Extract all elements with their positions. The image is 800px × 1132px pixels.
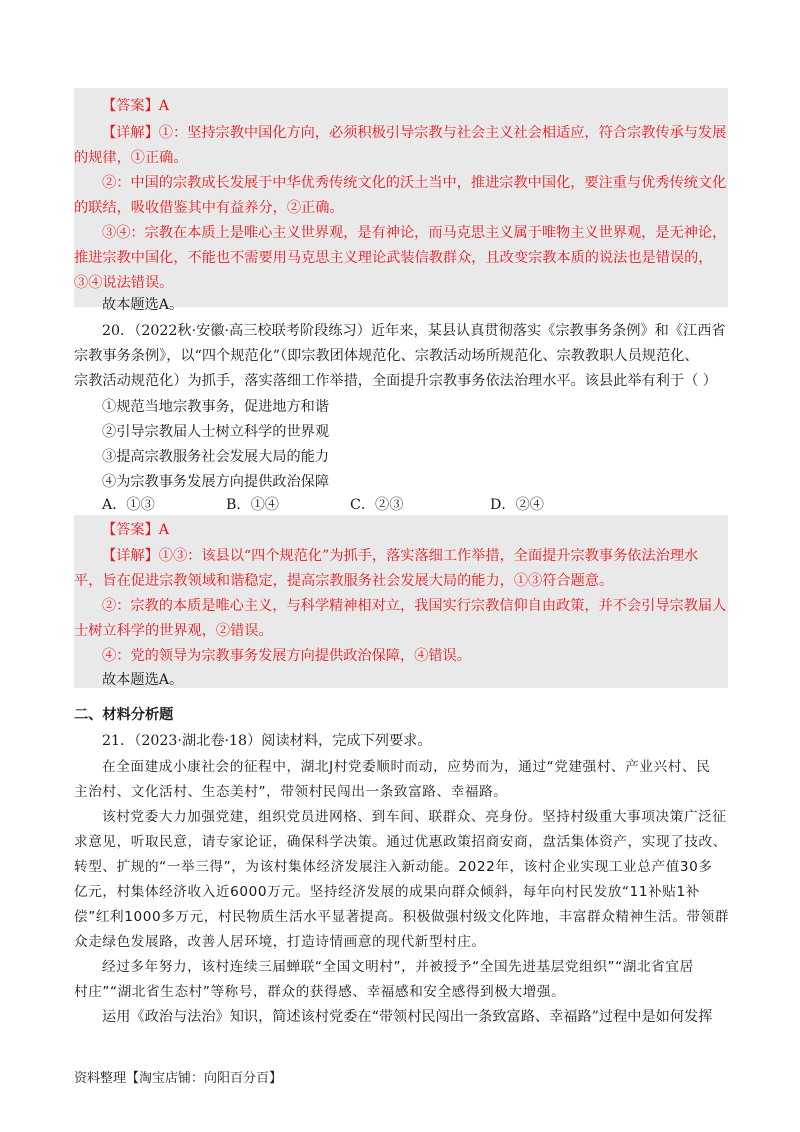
option-a: A．①③ <box>102 497 155 513</box>
question-item: ①规范当地宗教事务，促进地方和谐 <box>102 399 330 415</box>
section-heading: 二、材料分析题 <box>74 707 174 723</box>
conclusion-line: 故本题选A。 <box>102 297 184 313</box>
material-paragraph: 村庄”“湖北省生态村”等称号，群众的获得感、幸福感和安全感得到极大增强。 <box>74 984 566 1000</box>
detail-line: ④：党的领导为宗教事务发展方向提供政治保障，④错误。 <box>102 648 471 664</box>
detail-line: 的规律，①正确。 <box>74 150 188 166</box>
option-d: D．②④ <box>490 497 544 513</box>
material-paragraph: 经过多年努力，该村连续三届蝉联“全国文明村”，并被授予“全国先进基层党组织”“湖北省宜居 <box>102 959 694 975</box>
detail-line: 推进宗教中国化，不能也不需要用马克思主义理论武装信教群众，且改变宗教本质的说法也是错误的， <box>74 250 713 266</box>
detail-line: ②：宗教的本质是唯心主义，与科学精神相对立，我国实行宗教信仰自由政策，并不会引导宗教届人 <box>102 598 727 614</box>
material-paragraph: 该村党委大力加强党建，组织党员进网格、到车间、联群众、亮身份。坚持村级重大事项决策广泛征 <box>102 809 727 825</box>
page-footer: 资料整理【淘宝店铺：向阳百分百】 <box>74 1071 283 1086</box>
material-paragraph: 主治村、文化活村、生态美村”，带领村民闯出一条致富路、幸福路。 <box>74 784 508 800</box>
detail-line: 平，旨在促进宗教领域和谐稳定，提高宗教服务社会发展大局的能力，①③符合题意。 <box>74 573 614 589</box>
question-stem: 宗教活动规范化）为抓手，落实落细工作举措，全面提升宗教事务依法治理水平。该县此举有利于（ ） <box>74 373 717 389</box>
material-paragraph: 求意见，听取民意，请专家论证，确保科学决策。通过优惠政策招商安商，盘活集体资产，实现了技改、 <box>74 834 727 850</box>
detail-line: ③④说法错误。 <box>74 275 174 291</box>
material-paragraph: 在全面建成小康社会的征程中，湖北J村党委顺时而动，应势而为，通过“党建强村、产业兴村、民 <box>102 759 711 775</box>
task-line: 运用《政治与法治》知识，简述该村党委在“带领村民闯出一条致富路、幸福路”过程中是如何发挥 <box>102 1009 713 1025</box>
question-item: ③提高宗教服务社会发展大局的能力 <box>102 449 330 465</box>
question-stem: 宗教事务条例》，以“四个规范化”（即宗教团体规范化、宗教活动场所规范化、宗教教职人员规范化、 <box>74 348 699 364</box>
answer-label: 【答案】A <box>102 522 169 538</box>
detail-line: 【详解】①③：该县以“四个规范化”为抓手，落实落细工作举措，全面提升宗教事务依法治理水 <box>102 548 699 564</box>
question-item: ④为宗教事务发展方向提供政治保障 <box>102 474 330 490</box>
detail-line: 【详解】①：坚持宗教中国化方向，必须积极引导宗教与社会主义社会相适应，符合宗教传承与发展 <box>102 125 727 141</box>
detail-line: 士树立科学的世界观，②错误。 <box>74 623 273 639</box>
answer-label: 【答案】A <box>102 98 169 114</box>
detail-line: ②：中国的宗教成长发展于中华优秀传统文化的沃土当中，推进宗教中国化，要注重与优秀传统文化 <box>102 175 727 191</box>
material-paragraph: 转型、扩规的“一举三得”，为该村集体经济发展注入新动能。2022年，该村企业实现工业总产值30多 <box>74 859 713 875</box>
option-b: B．①④ <box>226 497 279 513</box>
option-c: C．②③ <box>350 497 404 513</box>
question-stem: 21．（2023·湖北卷·18）阅读材料，完成下列要求。 <box>102 733 432 749</box>
detail-line: ③④：宗教在本质上是唯心主义世界观，是有神论，而马克思主义属于唯物主义世界观，是无神论， <box>102 225 727 241</box>
question-item: ②引导宗教届人士树立科学的世界观 <box>102 424 330 440</box>
material-paragraph: 众走绿色发展路，改善人居环境，打造诗情画意的现代新型村庄。 <box>74 934 486 950</box>
material-paragraph: 偿”红利1000多万元，村民物质生活水平显著提高。积极做强村级文化阵地，丰富群众精神生活。带领群 <box>74 909 729 925</box>
question-stem: 20．（2022秋·安徽·高三校联考阶段练习）近年来，某县认真贯彻落实《宗教事务条例》和《江西省 <box>102 323 726 339</box>
material-paragraph: 亿元，村集体经济收入近6000万元。坚持经济发展的成果向群众倾斜，每年向村民发放“11补贴1补 <box>74 884 700 900</box>
conclusion-line: 故本题选A。 <box>102 672 184 688</box>
detail-line: 的联结，吸收借鉴其中有益养分，②正确。 <box>74 200 344 216</box>
